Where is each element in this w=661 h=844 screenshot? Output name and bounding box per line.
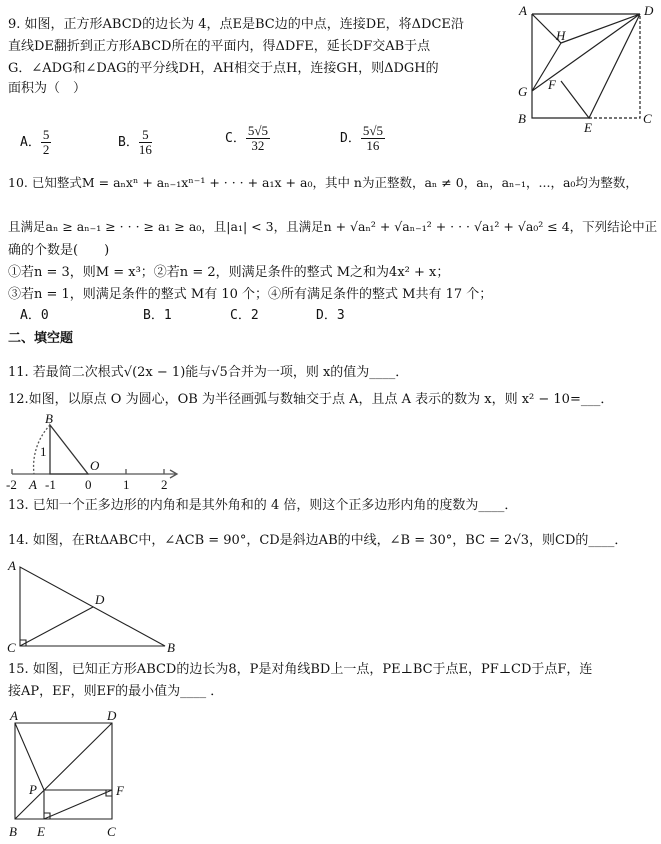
option-label: B． — [118, 135, 139, 150]
q12-labels — [6, 411, 168, 492]
label-d: D — [95, 592, 105, 607]
q15-line-1: 15. 如图，已知正方形ABCD的边长为8，P是对角线BD上一点，PE⊥BC于点E，PF⊥CD于点F，连 — [8, 662, 593, 677]
label-b: B — [167, 640, 175, 655]
numerator: 5 — [139, 128, 152, 143]
section-heading: 二、填空题 — [8, 331, 74, 346]
tick-1: 1 — [123, 477, 130, 492]
q14-text: 14. 如图，在RtΔABC中，∠ACB = 90°，CD是斜边AB的中线，∠B = 30°，BC = 2√3，则CD的____． — [8, 533, 628, 548]
q9-line-3: G．∠ADG和∠DAG的平分线DH，AH相交于点H，连接GH，则ΔDGH的 — [8, 61, 439, 76]
q14-figure — [20, 567, 165, 646]
label-e: E — [584, 120, 592, 135]
denominator: 32 — [251, 138, 265, 153]
tick-minus-2: -2 — [6, 477, 17, 492]
label-b: B — [518, 111, 526, 126]
q10-line-4: ①若n = 3，则M = x³；②若n = 2，则满足条件的整式 M之和为4x² + x； — [8, 265, 450, 280]
label-h: H — [556, 28, 566, 43]
label-1: 1 — [40, 444, 47, 459]
tick-2: 2 — [161, 477, 168, 492]
q9-line-4: 面积为（ ） — [8, 81, 87, 96]
label-f: F — [116, 783, 124, 798]
label-c: C — [7, 640, 16, 655]
option-label: A． — [20, 135, 41, 150]
q10-line-5: ③若n = 1，则满足条件的整式 M有 10 个；④所有满足条件的整式 M共有 17 个； — [8, 287, 493, 302]
q10-option-d[interactable]: D．3 — [316, 308, 345, 323]
q9-line-2: 直线DE翻折到正方形ABCD所在的平面内，得ΔDFE，延长DF交AB于点 — [8, 39, 431, 54]
q15-line-2: 接AP，EF，则EF的最小值为____ ． — [8, 684, 224, 699]
numerator: 5√5 — [362, 123, 383, 138]
q10-line-1: 10. 已知整式M = aₙxⁿ + aₙ₋₁xⁿ⁻¹ + · · · + a₁x + a₀，其中 n为正整数，aₙ ≠ 0，aₙ，aₙ₋₁，...，a₀均为整数， — [8, 175, 638, 190]
tick-0: 0 — [85, 477, 92, 492]
option-label: D． — [340, 131, 361, 146]
tick-minus-1: -1 — [45, 477, 56, 492]
label-o: O — [90, 458, 100, 473]
denominator: 16 — [366, 138, 380, 153]
label-g: G — [518, 84, 528, 99]
numerator: 5 — [42, 127, 50, 142]
q9-figure — [532, 14, 640, 118]
label-d: D — [644, 3, 654, 18]
denominator: 16 — [138, 142, 152, 157]
label-b: B — [45, 411, 53, 426]
q12-text: 12.如图，以原点 O 为圆心，OB 为半径画弧与数轴交于点 A，且点 A 表示的数为 x，则 x² − 10=___． — [8, 392, 614, 407]
label-a: A — [519, 3, 527, 18]
label-a: A — [8, 558, 16, 573]
q10-line-2: 且满足aₙ ≥ aₙ₋₁ ≥ · · · ≥ a₁ ≥ a₀，且|a₁| < 3，且满足n + √aₙ² + √aₙ₋₁² + · · · √a₁² + √a₀² ≤ 4，下列结论中正 — [8, 219, 658, 234]
label-a: A — [10, 708, 18, 723]
q9-figure-labels — [518, 3, 654, 135]
numerator: 5√5 — [247, 123, 268, 138]
label-c: C — [643, 111, 652, 126]
q10-option-a[interactable]: A．0 — [20, 308, 49, 323]
q9-line-1: 9. 如图，正方形ABCD的边长为 4，点E是BC边的中点，连接DE，将ΔDCE沿 — [8, 17, 464, 32]
label-a: A — [29, 477, 37, 492]
q15-figure — [15, 723, 112, 819]
label-c: C — [107, 824, 116, 839]
label-p: P — [29, 782, 37, 797]
option-label: C． — [225, 131, 246, 146]
label-e: E — [37, 824, 45, 839]
label-d: D — [107, 708, 117, 723]
label-b: B — [9, 824, 17, 839]
q14-labels — [7, 558, 175, 655]
label-f: F — [548, 77, 556, 92]
q10-option-c[interactable]: C．2 — [230, 308, 259, 323]
denominator: 2 — [42, 142, 50, 157]
q13: 13. 已知一个正多边形的内角和是其外角和的 4 倍，则这个正多边形内角的度数为____． — [8, 498, 518, 513]
q10-line-3: 确的个数是( ) — [8, 243, 110, 258]
q11: 11. 若最简二次根式√(2x − 1)能与√5合并为一项，则 x的值为____． — [8, 365, 409, 380]
q10-option-b[interactable]: B．1 — [143, 308, 172, 323]
